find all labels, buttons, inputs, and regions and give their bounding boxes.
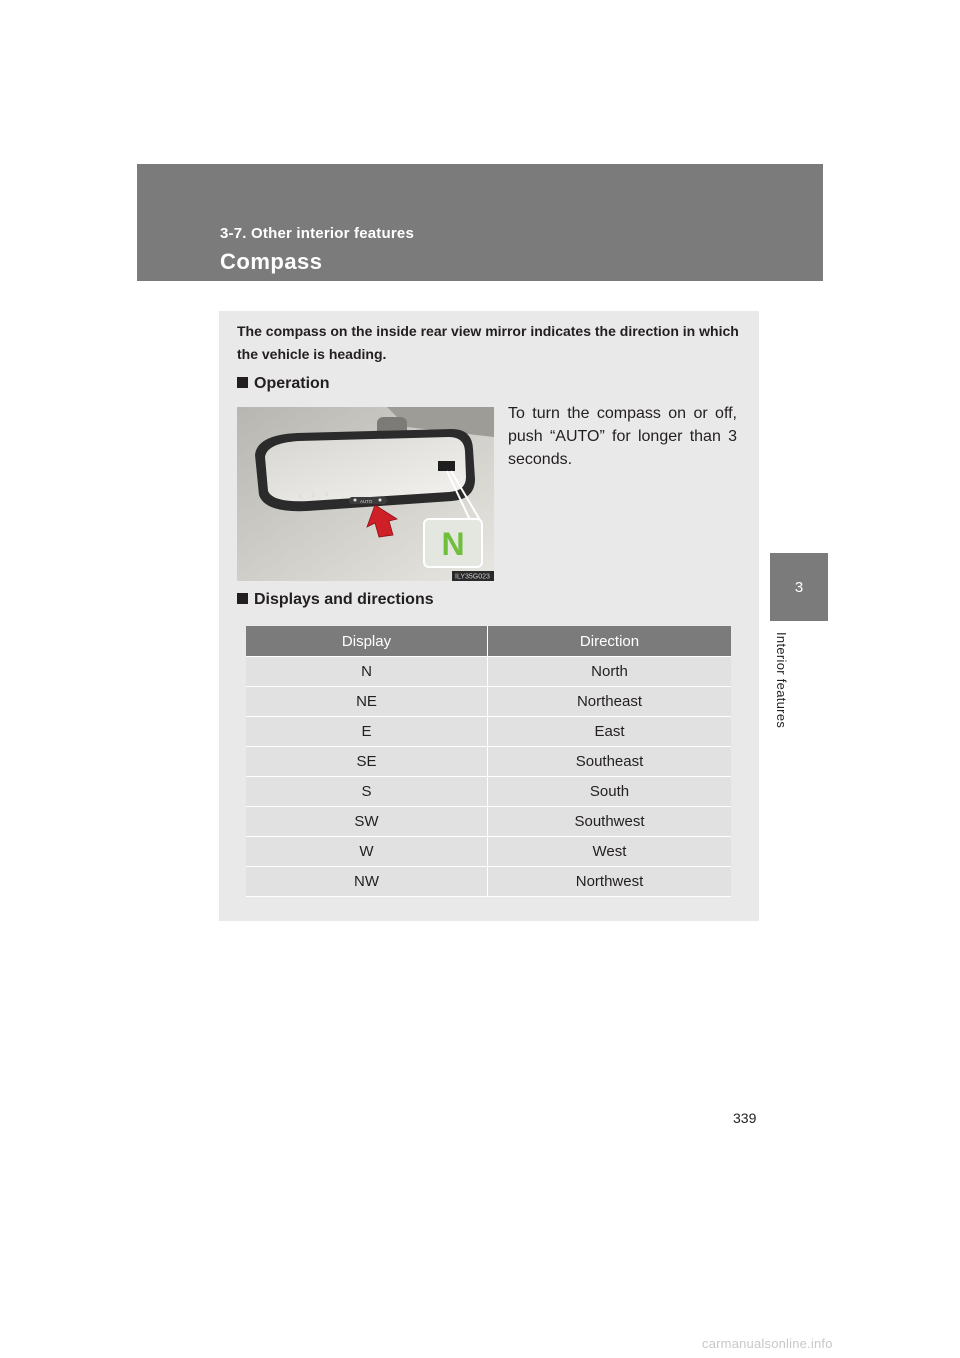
- column-header-display: Display: [246, 626, 488, 657]
- display-cell: NE: [246, 687, 488, 717]
- mirror-illustration: [237, 407, 494, 581]
- table-row: [246, 717, 731, 747]
- displays-heading: [237, 591, 434, 609]
- direction-cell: South: [488, 777, 732, 807]
- square-bullet-icon: [237, 377, 248, 388]
- page-title: Compass: [220, 249, 323, 274]
- operation-text: To turn the compass on or off, push “AUTO” for longer than 3 seconds.: [508, 405, 737, 468]
- table-row: [246, 657, 731, 687]
- auto-indicator-right: [379, 499, 382, 502]
- display-cell: N: [246, 657, 488, 687]
- square-bullet-icon: [237, 593, 248, 604]
- section-label: 3-7. Other interior features: [220, 225, 414, 242]
- watermark: carmanualsonline.info: [702, 1336, 833, 1351]
- table-row: [246, 867, 731, 897]
- mirror-number-3: 3: [325, 492, 328, 498]
- operation-heading: [237, 375, 330, 393]
- compass-letter: N: [441, 526, 465, 562]
- auto-indicator-left: [354, 499, 357, 502]
- page-number: 339: [733, 1110, 757, 1126]
- table-row: [246, 807, 731, 837]
- column-header-direction: Direction: [488, 626, 732, 657]
- chapter-number: 3: [794, 578, 804, 596]
- mirror-glass: [265, 437, 466, 501]
- table-header-row: [246, 626, 731, 657]
- display-cell: SE: [246, 747, 488, 777]
- direction-cell: Northeast: [488, 687, 732, 717]
- chapter-tab[interactable]: [770, 553, 828, 621]
- direction-cell: West: [488, 837, 732, 867]
- mirror-illustration-svg: [237, 407, 494, 581]
- display-cell: NW: [246, 867, 488, 897]
- intro-text: The compass on the inside rear view mirror indicates the direction in which the vehicle is heading.: [237, 323, 739, 362]
- direction-cell: Southeast: [488, 747, 732, 777]
- auto-button-label: AUTO: [360, 499, 373, 504]
- chapter-label: Interior features: [774, 632, 789, 729]
- mirror-number-2: 2: [312, 493, 315, 499]
- direction-cell: Southwest: [488, 807, 732, 837]
- direction-cell: North: [488, 657, 732, 687]
- table-row: [246, 777, 731, 807]
- display-cell: S: [246, 777, 488, 807]
- operation-heading-text: Operation: [254, 375, 330, 392]
- table-row: [246, 747, 731, 777]
- direction-cell: East: [488, 717, 732, 747]
- directions-table: [246, 626, 731, 897]
- direction-cell: Northwest: [488, 867, 732, 897]
- compass-display: [438, 461, 455, 471]
- mirror-number-1: 1: [299, 494, 302, 500]
- display-cell: E: [246, 717, 488, 747]
- figure-code: ILY35G023: [455, 573, 490, 581]
- table-row: [246, 687, 731, 717]
- display-cell: SW: [246, 807, 488, 837]
- table-row: [246, 837, 731, 867]
- display-cell: W: [246, 837, 488, 867]
- displays-heading-text: Displays and directions: [254, 591, 434, 608]
